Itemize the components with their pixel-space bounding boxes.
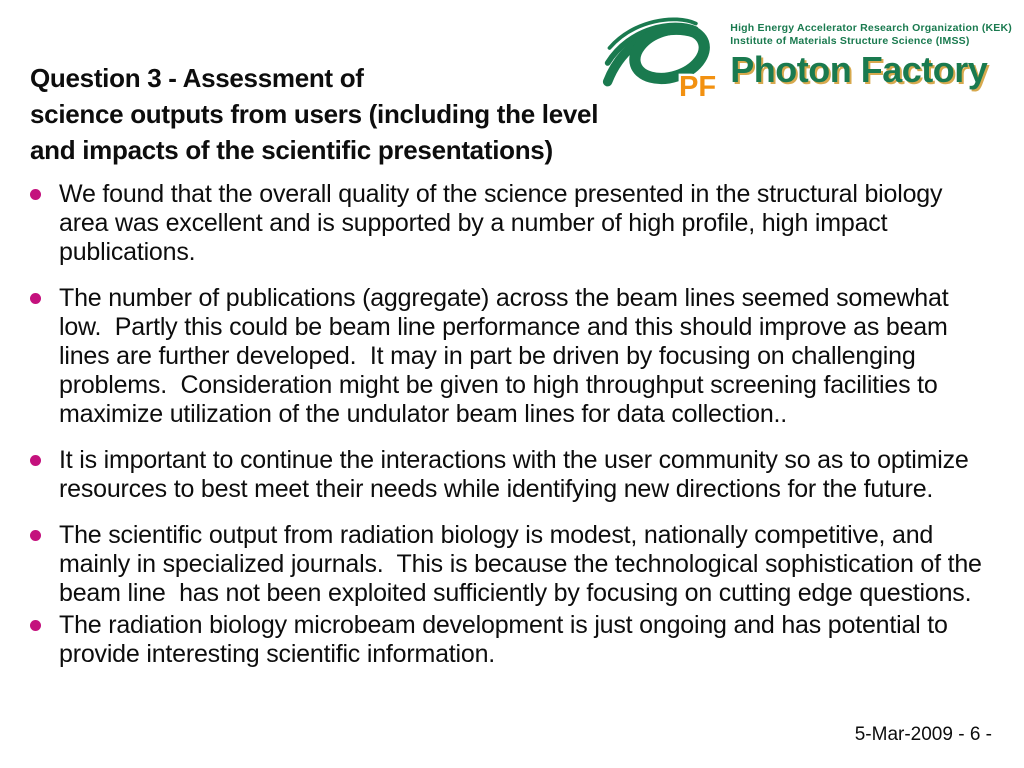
footer-date-page: 5-Mar-2009 - 6 - [854,724,992,745]
bullet-dot-icon [30,620,41,631]
slide-title-line3: and impacts of the scientific presentations) [30,135,553,165]
logo-org-line2: Institute of Materials Structure Science (IMSS) [730,35,970,47]
bullet-dot-icon [30,293,41,304]
pf-monogram: PF [679,70,717,103]
bullet-item-2 [30,284,992,429]
bullet-item-4 [30,521,992,608]
logo-org-line1: High Energy Accelerator Research Organization (KEK) [730,22,1012,34]
bullet-dot-icon [30,189,41,200]
bullet-text-3: It is important to continue the interactions with the user community so as to optimize resources to best meet their needs while identifying new directions for the future. [59,446,976,503]
bullet-text-1: We found that the overall quality of the science presented in the structural biology area was excellent and is supported by a number of high profile, high impact publications. [59,180,950,266]
bullet-item-1 [30,180,992,267]
bullet-text-2: The number of publications (aggregate) across the beam lines seemed somewhat low. Partly this could be beam line performance and this should improve as beam lines are further developed. It may in part be driven by focusing on challenging problems. Consideration might be given to high throughput screening facilities to maximize utilization of the undulator beam lines for data collection.. [59,284,956,428]
slide-title [30,60,598,168]
bullet-item-5 [30,611,992,669]
bullet-dot-icon [30,530,41,541]
slide-title-line1: Question 3 - Assessment of [30,63,364,93]
logo-text-block [730,22,1012,89]
logo-brand-name: Photon Factory [730,49,988,90]
bullet-dot-icon [30,455,41,466]
bullet-text-4: The scientific output from radiation biology is modest, nationally competitive, and mainly in specialized journals. This is because the technological sophistication of the beam line has not been exploited sufficiently by focusing on cutting edge questions. [59,521,989,607]
bullet-list [30,180,992,669]
pf-swirl-icon [602,6,724,103]
bullet-item-3 [30,446,992,504]
photon-factory-logo [602,6,1012,103]
slide-title-line2: science outputs from users (including the level [30,99,599,129]
bullet-text-5: The radiation biology microbeam development is just ongoing and has potential to provide interesting scientific information. [59,611,955,668]
